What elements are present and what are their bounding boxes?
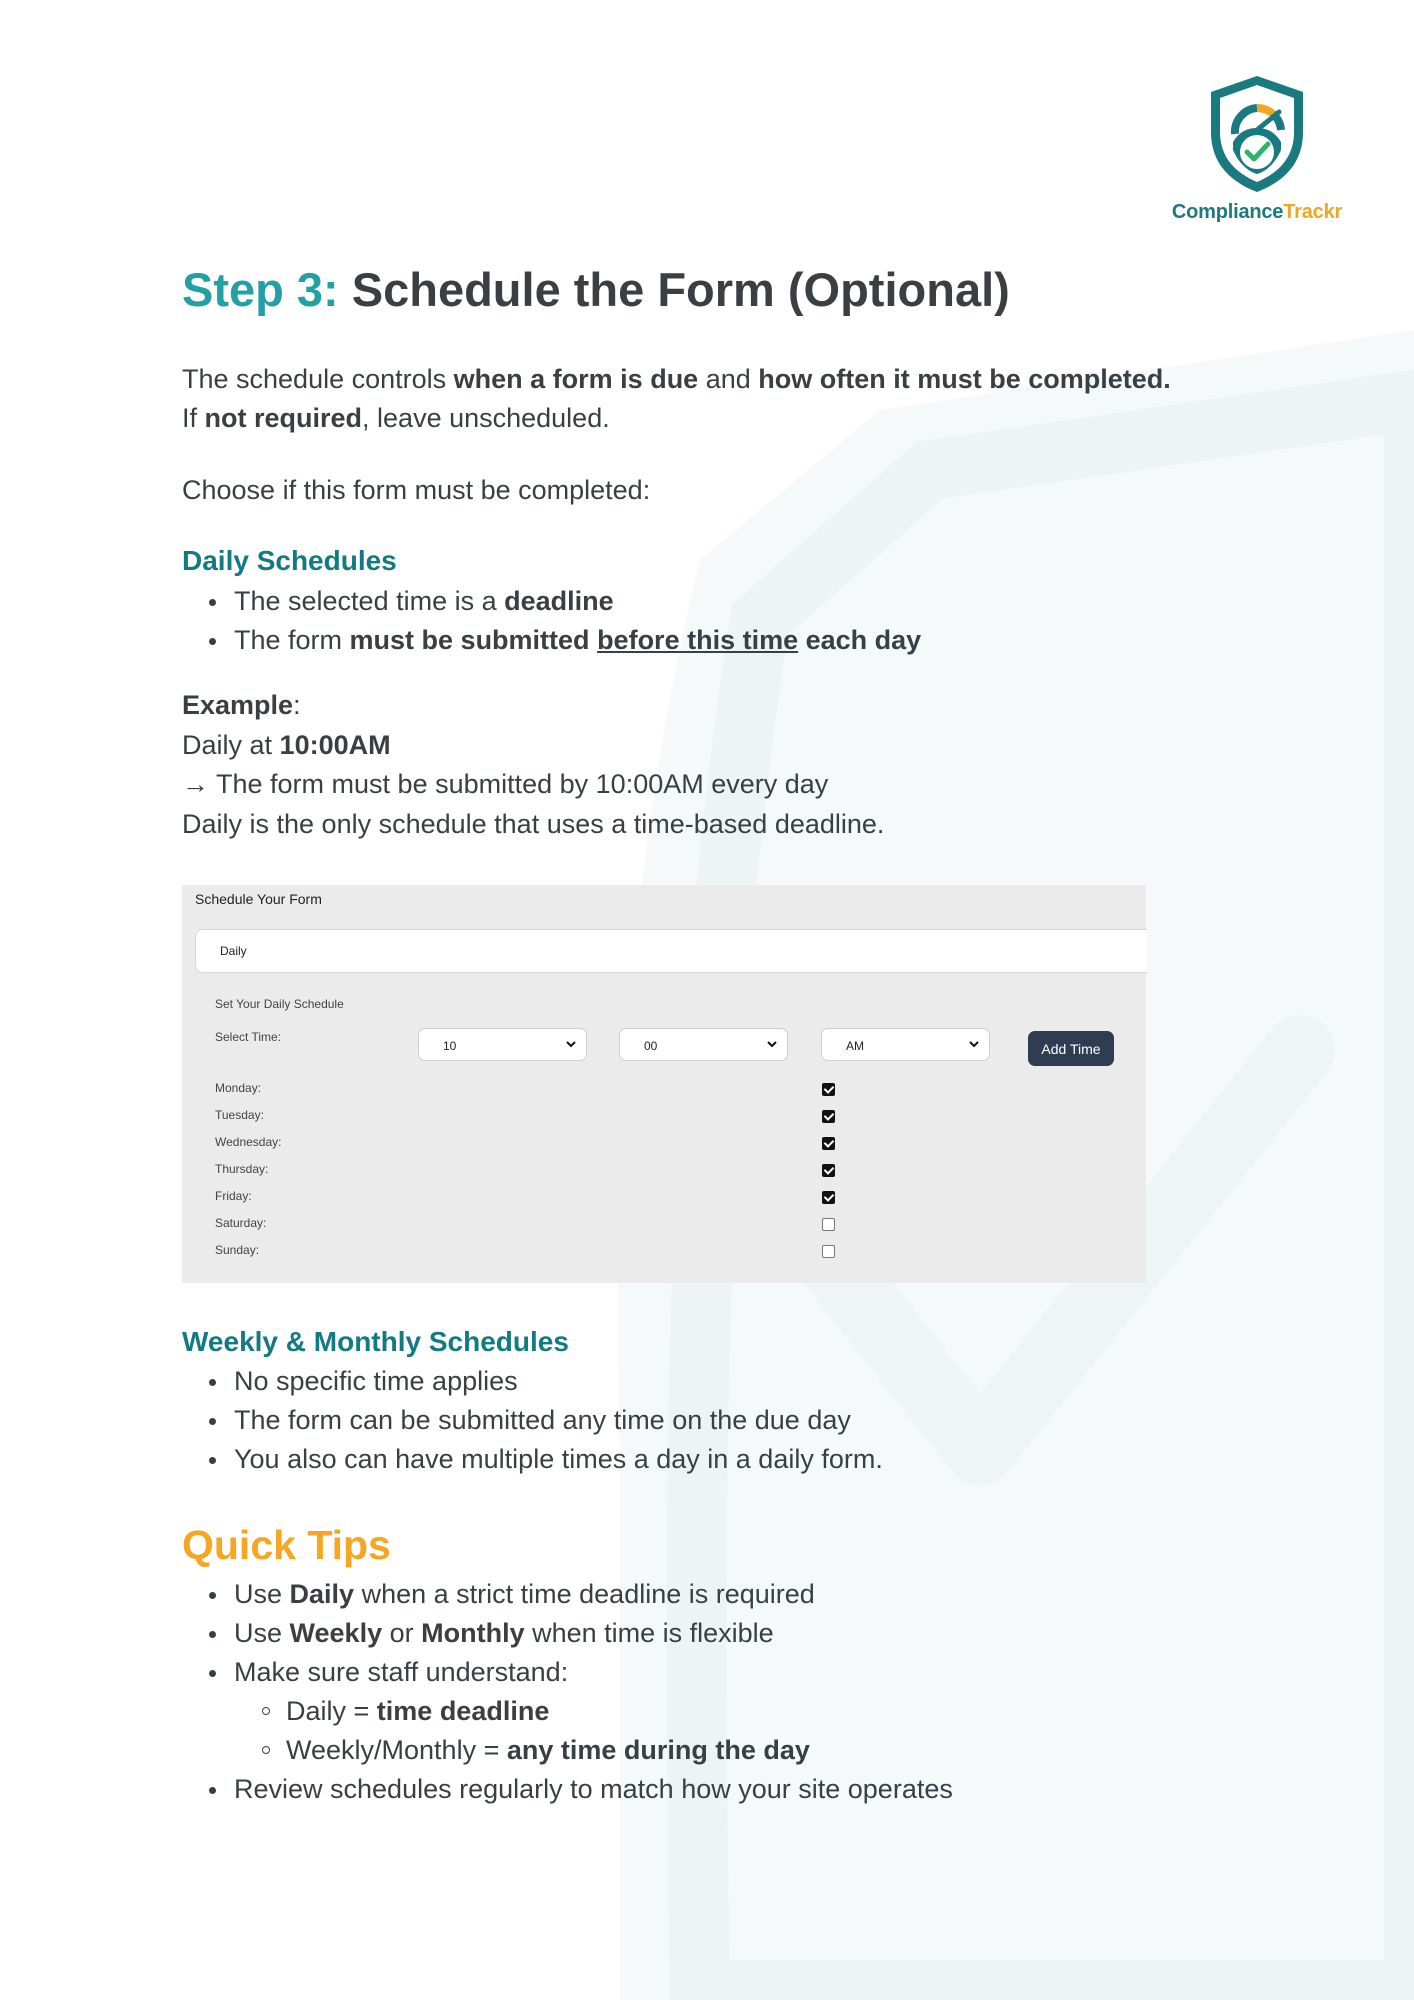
- weekly-bullets: [182, 1362, 883, 1479]
- checkbox-sunday[interactable]: [822, 1245, 835, 1258]
- tips-sublist: [234, 1692, 953, 1770]
- ampm-select[interactable]: AM: [821, 1028, 990, 1061]
- schedule-type-value: Daily: [220, 944, 247, 958]
- list-item: Weekly/Monthly = any time during the day: [286, 1731, 953, 1770]
- day-label-monday: Monday:: [215, 1081, 262, 1095]
- checkbox-saturday[interactable]: [822, 1218, 835, 1231]
- compliancetrackr-logo: [1162, 72, 1352, 232]
- list-item: The form must be submitted before this time each day: [234, 621, 921, 660]
- intro-line-2: If not required, leave unscheduled.: [182, 403, 610, 433]
- page-title: Step 3: Schedule the Form (Optional): [182, 263, 1010, 316]
- example-line-3: Daily is the only schedule that uses a time-based deadline.: [182, 809, 885, 839]
- add-time-button[interactable]: Add Time: [1028, 1031, 1114, 1066]
- shield-check-icon: [1203, 72, 1311, 194]
- example-line-1: Daily at 10:00AM: [182, 730, 391, 760]
- example-line-2: → The form must be submitted by 10:00AM every day: [182, 769, 829, 799]
- weekly-monthly-heading: Weekly & Monthly Schedules: [182, 1326, 569, 1357]
- panel-title: Schedule Your Form: [195, 891, 322, 907]
- minute-select[interactable]: 00: [619, 1028, 788, 1061]
- schedule-type-select[interactable]: [195, 929, 1147, 973]
- day-label-wednesday: Wednesday:: [215, 1135, 282, 1149]
- checkbox-wednesday[interactable]: [822, 1137, 835, 1150]
- intro-line-3: Choose if this form must be completed:: [182, 475, 651, 505]
- list-item: Use Weekly or Monthly when time is flexible: [234, 1614, 953, 1653]
- select-time-label: Select Time:: [215, 1030, 282, 1044]
- day-label-thursday: Thursday:: [215, 1162, 269, 1176]
- chevron-down-icon: [565, 1038, 577, 1050]
- list-item: The form can be submitted any time on the due day: [234, 1401, 883, 1440]
- day-label-saturday: Saturday:: [215, 1216, 267, 1230]
- intro-line-1: The schedule controls when a form is due and how often it must be completed.: [182, 364, 1171, 394]
- list-item: Make sure staff understand: Daily = time deadline Weekly/Monthly = any time during the day: [234, 1653, 953, 1770]
- checkbox-monday[interactable]: [822, 1083, 835, 1096]
- example-label: Example:: [182, 690, 301, 720]
- quick-tips-heading: Quick Tips: [182, 1522, 391, 1568]
- chevron-down-icon: [968, 1038, 980, 1050]
- chevron-down-icon: [766, 1038, 778, 1050]
- checkbox-tuesday[interactable]: [822, 1110, 835, 1123]
- daily-schedule-subtitle: Set Your Daily Schedule: [215, 997, 344, 1011]
- list-item: You also can have multiple times a day in a daily form.: [234, 1440, 883, 1479]
- daily-bullets: [182, 582, 921, 660]
- list-item: The selected time is a deadline: [234, 582, 921, 621]
- daily-schedules-heading: Daily Schedules: [182, 545, 397, 576]
- checkbox-thursday[interactable]: [822, 1164, 835, 1177]
- list-item: No specific time applies: [234, 1362, 883, 1401]
- logo-wordmark: ComplianceTrackr: [1171, 201, 1343, 223]
- list-item: Daily = time deadline: [286, 1692, 953, 1731]
- day-label-friday: Friday:: [215, 1189, 252, 1203]
- list-item: Review schedules regularly to match how your site operates: [234, 1770, 953, 1809]
- schedule-form-screenshot: [182, 885, 1146, 1283]
- tips-bullets: [182, 1575, 953, 1809]
- checkbox-friday[interactable]: [822, 1191, 835, 1204]
- list-item: Use Daily when a strict time deadline is required: [234, 1575, 953, 1614]
- day-label-tuesday: Tuesday:: [215, 1108, 264, 1122]
- hour-select[interactable]: 10: [418, 1028, 587, 1061]
- day-label-sunday: Sunday:: [215, 1243, 260, 1257]
